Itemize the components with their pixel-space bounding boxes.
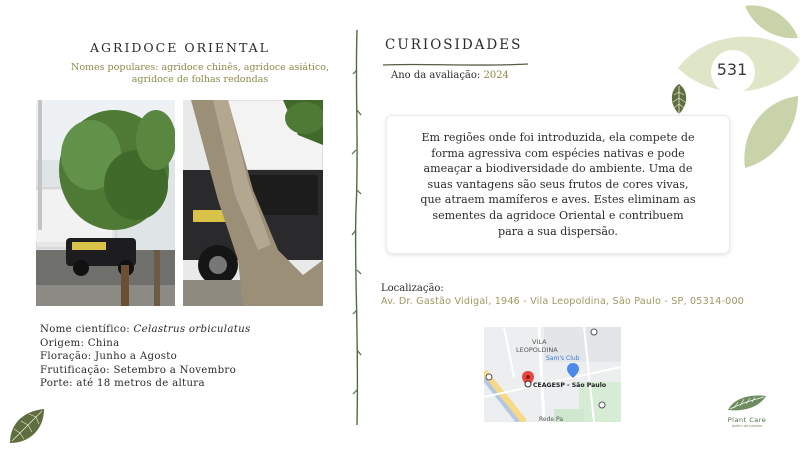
map-poi: Sam's Club	[546, 355, 580, 362]
corner-leaf-icon	[6, 405, 48, 447]
popular-names-line1: Nomes populares: agridoce chinês, agridoce asiático,	[71, 62, 329, 73]
logo-name: Plant Care	[727, 416, 767, 424]
map-bottom-label: Rede Pa	[539, 416, 564, 422]
map-district-line2: LEOPOLDINA	[516, 346, 558, 354]
curiosity-line: Em regiões onde foi introduzida, ela compete de	[421, 131, 695, 144]
evaluation-year	[391, 70, 509, 81]
curiosity-line: suas vantagens são seus frutos de cores vivas,	[427, 177, 689, 191]
scientific-name-value: Celastrus orbiculatus	[133, 324, 251, 335]
trunk-photo-closeup	[183, 100, 323, 306]
plant-facts	[40, 323, 250, 391]
curiosity-line: ameaçar a biodiversidade do ambiente. Uma de	[423, 162, 693, 176]
location-map[interactable]	[484, 327, 621, 422]
popular-names-line2: agridoce de folhas redondas	[131, 74, 269, 85]
year-value: 2024	[483, 70, 509, 81]
fruiting: Frutificação: Setembro a Novembro	[40, 364, 237, 376]
logo-tagline: jardim de plantas	[731, 424, 763, 428]
curiosity-line: para a sua dispersão.	[498, 224, 618, 238]
page-number: 531	[716, 60, 748, 79]
curiosity-line: que atraem mamíferos e aves. Estes eliminam as	[420, 193, 696, 207]
plant-care-logo	[718, 392, 776, 434]
location-label: Localização:	[381, 283, 444, 294]
location-address: Av. Dr. Gastão Vidigal, 1946 - Vila Leopoldina, São Paulo - SP, 05314-000	[381, 296, 745, 307]
vine-divider	[350, 30, 364, 425]
origin: Origem: China	[40, 337, 120, 349]
plant-title: AGRIDOCE ORIENTAL	[90, 40, 270, 55]
flowering: Floração: Junho a Agosto	[40, 351, 178, 362]
year-label: Ano da avaliação:	[391, 70, 484, 81]
small-leaf-icon	[668, 82, 690, 118]
tree-photo-street	[36, 100, 175, 306]
map-district-line1: VILA	[532, 338, 547, 346]
curiosity-line: forma agressiva com espécies nativas e pode	[431, 146, 685, 160]
scientific-name	[40, 323, 250, 337]
curiosity-line: sementes da agridoce Oriental e contribuem	[432, 208, 684, 222]
popular-names	[40, 62, 360, 86]
map-marker-label: CEAGESP - São Paulo	[533, 382, 607, 389]
size: Porte: até 18 metros de altura	[40, 378, 205, 389]
curiosities-heading: CURIOSIDADES	[385, 37, 523, 53]
heading-underline	[383, 53, 528, 59]
scientific-name-label: Nome científico:	[40, 324, 134, 335]
logo-leaf-icon	[726, 392, 768, 414]
